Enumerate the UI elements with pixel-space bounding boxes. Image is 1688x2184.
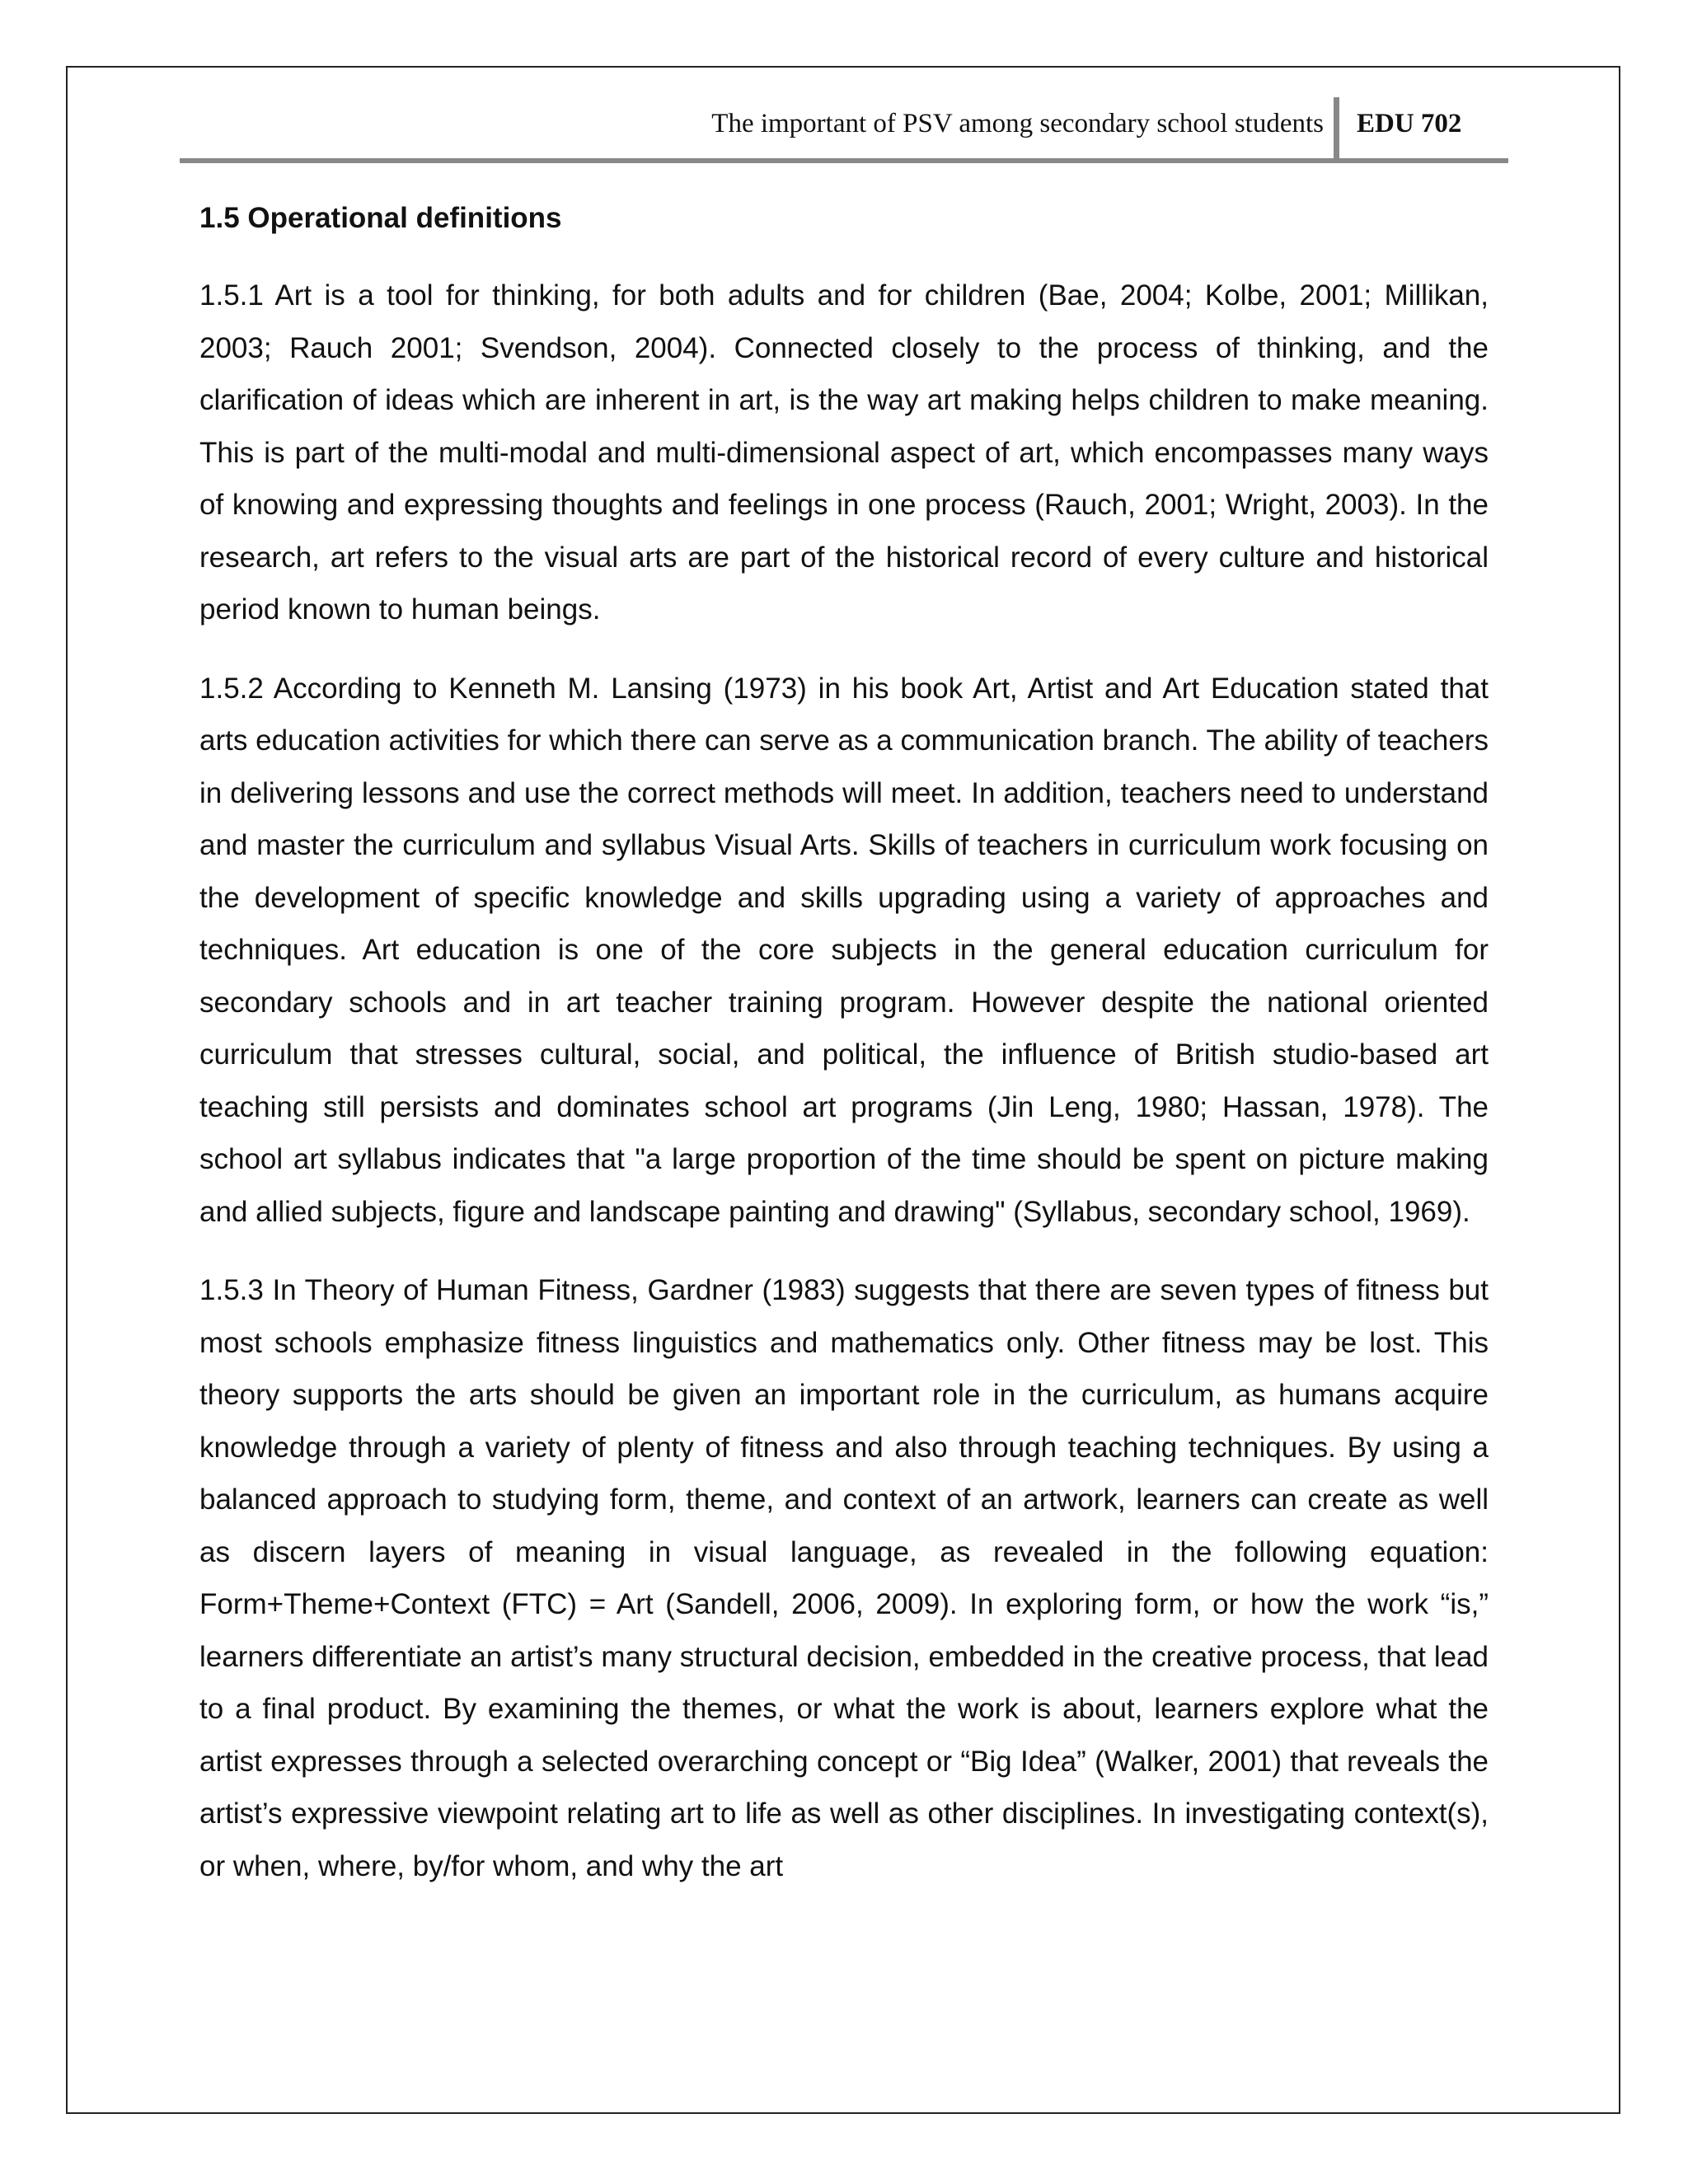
section-heading: 1.5 Operational definitions [199, 202, 562, 234]
header-divider [1334, 97, 1339, 160]
paragraph-1-5-2: 1.5.2 According to Kenneth M. Lansing (1973) in his book Art, Artist and Art Education stated that arts education activities for which there can serve as a communication branch. The ability of teachers in delivering lessons and use the correct methods will meet. In addition, teachers need to understand and master the curriculum and syllabus Visual Arts. Skills of teachers in curriculum work focusing on the development of specific knowledge and skills upgrading using a variety of approaches and techniques. Art education is one of the core subjects in the general education curriculum for secondary schools and in art teacher training program. However despite the national oriented curriculum that stresses cultural, social, and political, the influence of British studio-based art teaching still persists and dominates school art programs (Jin Leng, 1980; Hassan, 1978). The school art syllabus indicates that "a large proportion of the time should be spent on picture making and allied subjects, figure and landscape painting and drawing" (Syllabus, secondary school, 1969). [199, 672, 1489, 1228]
header-title: The important of PSV among secondary school students [711, 109, 1324, 138]
paragraph-1-5-1: 1.5.1 Art is a tool for thinking, for both adults and for children (Bae, 2004; Kolbe, 2001; Millikan, 2003; Rauch 2001; Svendson, 2004). Connected closely to the process of thinking, and the clarification of ideas which are inherent in art, is the way art making helps children to make meaning. This is part of the multi-modal and multi-dimensional aspect of art, which encompasses many ways of knowing and expressing thoughts and feelings in one process (Rauch, 2001; Wright, 2003). In the research, art refers to the visual arts are part of the historical record of every culture and historical period known to human beings. [199, 279, 1489, 626]
course-code: EDU 702 [1357, 109, 1462, 138]
header-rule [180, 158, 1508, 163]
paragraph-1-5-3: 1.5.3 In Theory of Human Fitness, Gardner (1983) suggests that there are seven types of fitness but most schools emphasize fitness linguistics and mathematics only. Other fitness may be lost. This theory supports the arts should be given an important role in the curriculum, as humans acquire knowledge through a variety of plenty of fitness and also through teaching techniques. By using a balanced approach to studying form, theme, and context of an artwork, learners can create as well as discern layers of meaning in visual language, as revealed in the following equation: Form+Theme+Context (FTC) = Art (Sandell, 2006, 2009). In exploring form, or how the work “is,” learners differentiate an artist’s many structural decision, embedded in the creative process, that lead to a final product. By examining the themes, or what the work is about, learners explore what the artist expresses through a selected overarching concept or “Big Idea” (Walker, 2001) that reveals the artist’s expressive viewpoint relating art to life as well as other disciplines. In investigating context(s), or when, where, by/for whom, and why the art [199, 1274, 1489, 1882]
document-body [199, 200, 1489, 1919]
page-header [180, 97, 1508, 163]
